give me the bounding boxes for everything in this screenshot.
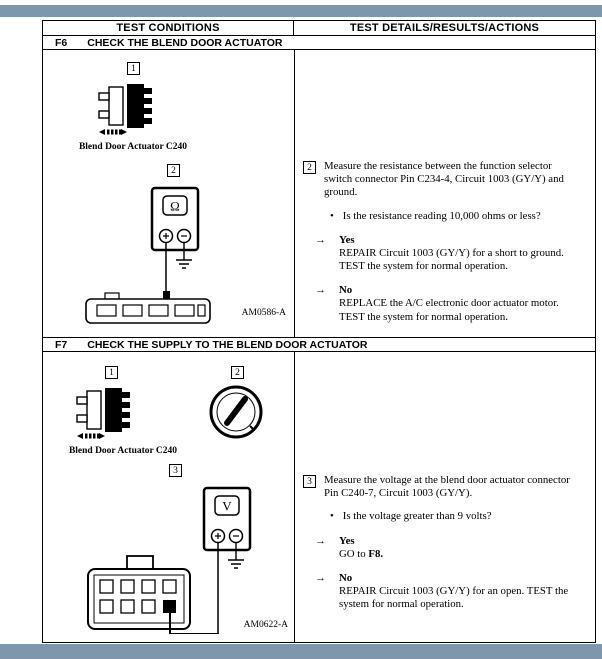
meter-symbol: Ω	[170, 198, 180, 214]
f6-step1-marker: 1	[127, 62, 140, 75]
column-header-test-conditions: TEST CONDITIONS	[42, 20, 294, 36]
pinpoint-test-table	[42, 20, 596, 643]
f6-question-text: Is the resistance reading 10,000 ohms or less?	[342, 209, 541, 222]
f7-result-no	[315, 572, 587, 612]
test-lead-wire	[169, 613, 171, 634]
f6-yes-label: Yes	[339, 233, 355, 246]
f7-question-line	[330, 510, 587, 523]
arrow-icon: →	[315, 284, 326, 297]
test-section-f7	[42, 338, 596, 643]
f6-test-title: CHECK THE BLEND DOOR ACTUATOR	[87, 36, 283, 49]
test-section-f6	[42, 36, 596, 338]
f6-no-action: REPLACE the A/C electronic door actuator motor. TEST the system for normal operation.	[339, 297, 559, 323]
f6-row-body	[42, 50, 596, 338]
f7-test-id: F7	[55, 338, 68, 351]
f7-conditions-cell	[43, 352, 295, 642]
f7-test-title: CHECK THE SUPPLY TO THE BLEND DOOR ACTUATOR	[87, 338, 368, 351]
blend-door-actuator-icon	[87, 81, 182, 137]
f7-question-text: Is the voltage greater than 9 volts?	[342, 510, 492, 523]
f7-title-band	[42, 338, 596, 352]
f7-yes-action: GO to F8.	[339, 547, 384, 560]
f6-step2-marker: 2	[167, 164, 180, 177]
f6-result-yes	[315, 234, 587, 274]
top-divider-bar	[0, 5, 602, 17]
f7-step1-marker: 1	[105, 366, 118, 379]
f6-figure-code: AM0586-A	[241, 308, 286, 318]
test-lead-wire	[169, 633, 219, 635]
f6-step-number-box: 2	[303, 161, 316, 174]
voltmeter-icon	[195, 486, 259, 636]
f7-step2-marker: 2	[231, 366, 244, 379]
connector-icon	[83, 290, 213, 326]
bottom-divider-bar	[0, 644, 602, 659]
f6-result-no	[315, 284, 587, 324]
column-header-test-details: TEST DETAILS/RESULTS/ACTIONS	[294, 20, 596, 36]
f7-yes-label: Yes	[339, 534, 355, 547]
f7-row-body	[42, 352, 596, 643]
f7-details-cell	[295, 352, 595, 642]
table-header-row	[42, 20, 596, 36]
f6-step-instruction: Measure the resistance between the function selector switch connector Pin C234-4, Circuit 1003 (GY/Y) and ground.	[324, 160, 564, 199]
f7-step-block	[303, 474, 587, 500]
meter-symbol: V	[222, 498, 232, 514]
f7-step3-marker: 3	[169, 464, 182, 477]
f7-actuator-caption: Blend Door Actuator C240	[68, 446, 178, 456]
f7-figure-code: AM0622-A	[243, 620, 288, 630]
ohmmeter-icon	[143, 186, 207, 298]
f7-step-number-box: 3	[303, 475, 316, 488]
bullet-icon: •	[330, 209, 334, 222]
multi-pin-connector-icon	[85, 555, 193, 637]
f7-step-instruction: Measure the voltage at the blend door actuator connector Pin C240-7, Circuit 1003 (GY/Y).	[324, 474, 570, 500]
f6-actuator-caption: Blend Door Actuator C240	[78, 142, 188, 152]
arrow-icon: →	[315, 571, 326, 584]
f6-details-cell	[295, 50, 595, 337]
f6-yes-action: REPAIR Circuit 1003 (GY/Y) for a short to ground. TEST the system for normal operation.	[339, 246, 564, 273]
arrow-icon: →	[315, 233, 326, 246]
blend-door-actuator-icon	[65, 385, 160, 441]
f7-no-label: No	[339, 571, 353, 584]
f6-no-label: No	[339, 284, 353, 297]
f6-question-line	[330, 210, 587, 223]
f7-result-yes	[315, 535, 587, 561]
bullet-icon: •	[330, 510, 334, 523]
arrow-icon: →	[315, 534, 326, 547]
f6-conditions-cell	[43, 50, 295, 337]
f6-title-band	[42, 36, 596, 50]
f6-test-id: F6	[55, 36, 68, 49]
f6-step-block	[303, 160, 587, 200]
f7-no-action: REPAIR Circuit 1003 (GY/Y) for an open. TEST the system for normal operation.	[339, 585, 569, 611]
ignition-switch-icon	[207, 383, 265, 441]
